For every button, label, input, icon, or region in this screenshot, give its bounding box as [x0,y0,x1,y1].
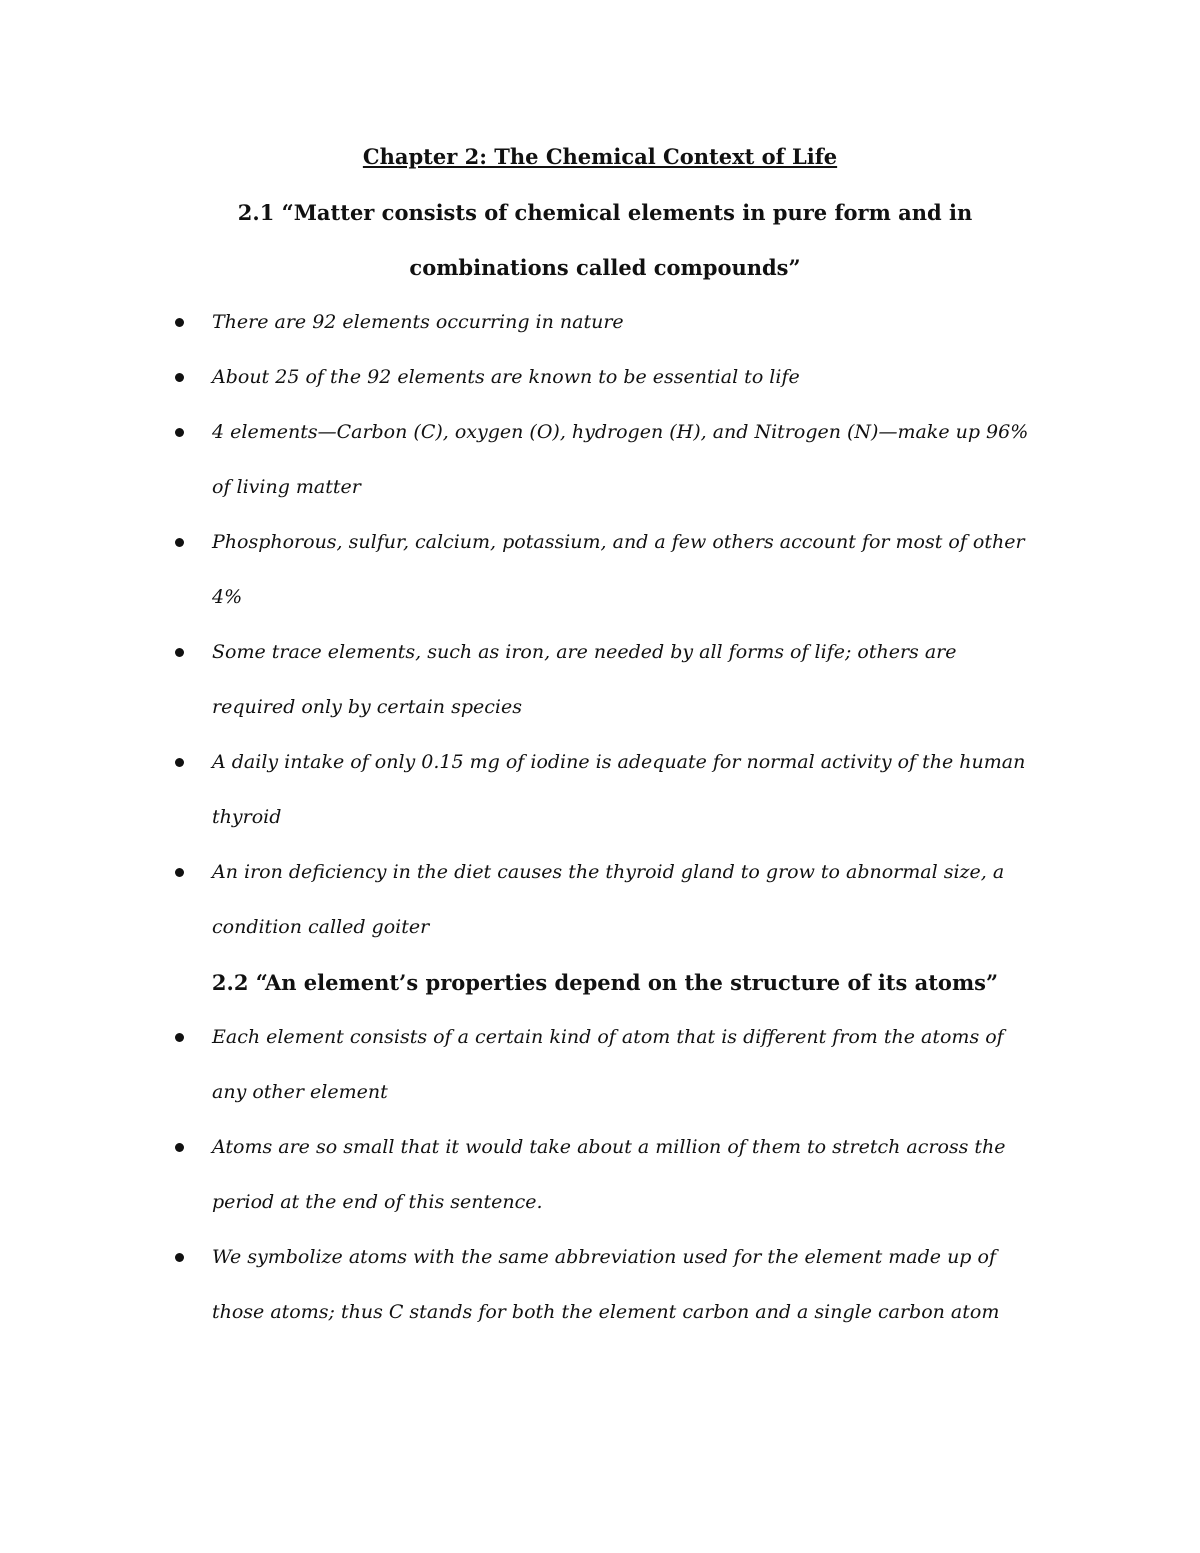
list-item [0,845,1200,955]
bullet-icon [175,648,184,657]
bullet-icon [175,758,184,767]
bullet-icon [175,1143,184,1152]
bullet-icon [175,868,184,877]
list-item [0,625,1200,735]
list-item [0,405,1200,515]
bullet-text: Each element consists of a certain kind of atom that is different from the atoms of any other element [212,1026,1004,1103]
bullet-icon [175,428,184,437]
bullet-text: Atoms are so small that it would take about a million of them to stretch across the period at the end of this sentence. [212,1136,1006,1213]
bullet-text: A daily intake of only 0.15 mg of iodine is adequate for normal activity of the human thyroid [212,751,1026,828]
chapter-title: Chapter 2: The Chemical Context of Life [362,144,838,169]
bullet-text: There are 92 elements occurring in nature [212,311,624,333]
list-item [0,350,1200,405]
section-2-1-bullet-list [0,295,1200,955]
list-item [0,295,1200,350]
list-item [0,1010,1200,1120]
bullet-icon [175,538,184,547]
bullet-text: Some trace elements, such as iron, are needed by all forms of life; others are required only by certain species [212,641,957,718]
bullet-text: Phosphorous, sulfur, calcium, potassium, and a few others account for most of other 4% [212,531,1025,608]
bullet-icon [175,318,184,327]
section-2-2-bullet-list [0,1010,1200,1340]
bullet-icon [175,373,184,382]
section-heading-2-1: 2.1 “Matter consists of chemical elements in pure form and in combinations called compounds” [237,200,973,280]
bullet-text: 4 elements—Carbon (C), oxygen (O), hydrogen (H), and Nitrogen (N)—make up 96% of living matter [212,421,1029,498]
bullet-text: An iron deficiency in the diet causes the thyroid gland to grow to abnormal size, a condition called goiter [212,861,1005,938]
bullet-text: We symbolize atoms with the same abbreviation used for the element made up of those atoms; thus C stands for both the element carbon and a single carbon atom [212,1246,1000,1323]
bullet-icon [175,1253,184,1262]
list-item [0,515,1200,625]
bullet-text: About 25 of the 92 elements are known to be essential to life [212,366,800,388]
list-item [0,1120,1200,1230]
list-item [0,1230,1200,1340]
bullet-icon [175,1033,184,1042]
section-heading-2-2: 2.2 “An element’s properties depend on the structure of its atoms” [211,970,999,995]
list-item [0,735,1200,845]
